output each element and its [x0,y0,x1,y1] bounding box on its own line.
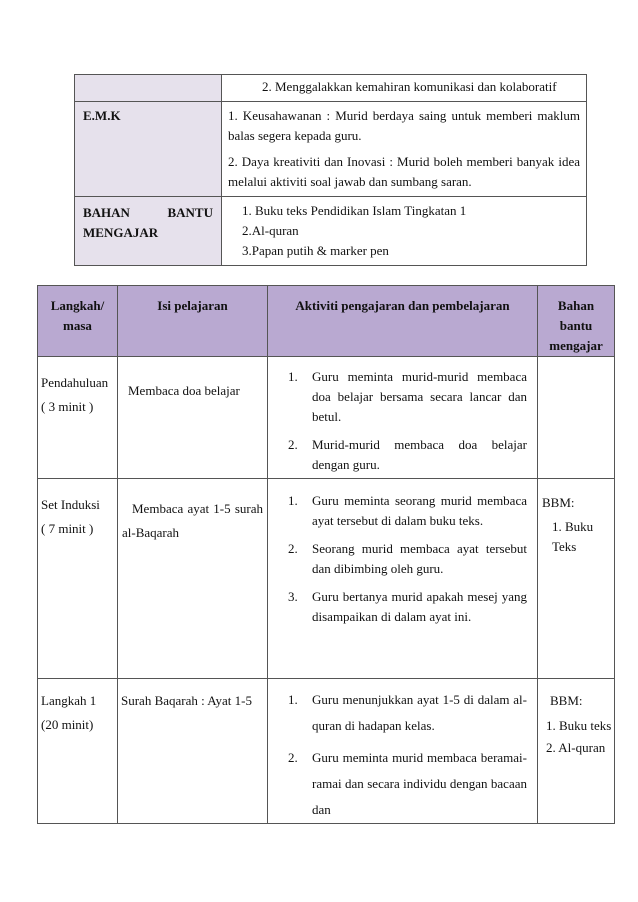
activity-item [288,539,527,579]
content-cell [118,679,268,824]
header-material [538,286,615,357]
emk-label: E.M.K [83,108,121,123]
activity-number: 1. [288,369,298,384]
activity-item [288,745,527,823]
header-content-text: Isi pelajaran [157,298,228,313]
objective-cell [222,75,587,102]
emk-label-cell [75,102,222,197]
material-cell [538,679,615,824]
emk-paragraph-2: 2. Daya kreativiti dan Inovasi : Murid boleh memberi banyak idea melalui aktiviti soal jawab dan sumbang saran. [228,154,580,189]
header-activity [268,286,538,357]
emk-row [75,102,587,197]
bbm-label-cell [75,197,222,266]
activity-number: 1. [288,493,298,508]
content-text: Membaca doa belajar [128,383,240,398]
header-material-text: Bahan bantu mengajar [549,298,603,353]
bbm-label-word-1: BAHAN [83,205,130,220]
activity-list [268,479,537,627]
activity-text: Guru meminta murid-murid membaca doa belajar bersama secara lancar dan betul. [312,369,527,424]
bbm-list-item: 2.Al-quran [242,223,299,238]
bbm-list [222,197,586,261]
activity-item [288,491,527,531]
bbm-content-cell [222,197,587,266]
emk-content-cell [222,102,587,197]
step-time: ( 7 minit ) [41,521,94,536]
material-item: 1. Buku Teks [552,519,594,554]
step-cell [38,357,118,479]
activity-item [288,367,527,427]
activity-item [288,687,527,739]
activity-cell [268,479,538,679]
step-name: Langkah 1 [41,693,97,708]
step-time: ( 3 minit ) [41,399,94,414]
activity-list [268,357,537,475]
material-cell [538,479,615,679]
step-name: Pendahuluan [41,375,109,390]
activity-item [288,587,527,627]
bbm-label-line-2: MENGAJAR [83,225,159,240]
header-activity-text: Aktiviti pengajaran dan pembelajaran [295,298,510,313]
material-item: 1. Buku teks [546,718,612,733]
content-cell [118,357,268,479]
activity-cell [268,679,538,824]
activity-text: Guru menunjukkan ayat 1-5 di dalam al-quran di hadapan kelas. [312,692,527,733]
bbm-row [75,197,587,266]
header-step-text: Langkah/ masa [50,298,105,333]
activity-item [288,435,527,475]
step-cell [38,479,118,679]
bbm-label-word-2: BANTU [167,205,213,220]
activity-list [268,679,537,823]
activity-cell [268,357,538,479]
step-time: (20 minit) [41,717,94,732]
material-title: BBM: [550,693,583,708]
objective-label-cell [75,75,222,102]
content-text: Membaca ayat 1-5 surah al-Baqarah [122,501,263,540]
header-row [38,286,615,357]
activity-number: 3. [288,589,298,604]
lesson-row [38,679,615,824]
activity-text: Seorang murid membaca ayat tersebut dan dibimbing oleh guru. [312,541,527,576]
activity-text: Murid-murid membaca doa belajar dengan guru. [312,437,527,472]
material-item: 2. Al-quran [546,740,606,755]
activity-number: 2. [288,750,298,765]
activity-text: Guru bertanya murid apakah mesej yang disampaikan di dalam ayat ini. [312,589,527,624]
activity-number: 2. [288,541,298,556]
header-content [118,286,268,357]
activity-text: Guru meminta seorang murid membaca ayat tersebut di dalam buku teks. [312,493,527,528]
header-step [38,286,118,357]
step-name: Set Induksi [41,497,100,512]
objective-item: 2. Menggalakkan kemahiran komunikasi dan kolaboratif [262,79,557,94]
bbm-list-item: 3.Papan putih & marker pen [242,243,389,258]
activity-text: Guru meminta murid membaca beramai-ramai dan secara individu dengan bacaan dan [312,750,527,817]
content-text: Surah Baqarah : Ayat 1-5 [121,693,252,708]
content-cell [118,479,268,679]
lesson-row [38,479,615,679]
lesson-plan-table [37,285,615,824]
objective-row [75,75,587,102]
objectives-table [74,74,587,266]
activity-number: 1. [288,692,298,707]
emk-paragraph-1: 1. Keusahawanan : Murid berdaya saing untuk memberi maklum balas segera kepada guru. [228,108,580,143]
material-title: BBM: [542,495,575,510]
lesson-row [38,357,615,479]
bbm-list-item: 1. Buku teks Pendidikan Islam Tingkatan 1 [242,203,467,218]
step-cell [38,679,118,824]
bbm-label-line-1 [75,197,221,223]
activity-number: 2. [288,437,298,452]
material-cell [538,357,615,479]
